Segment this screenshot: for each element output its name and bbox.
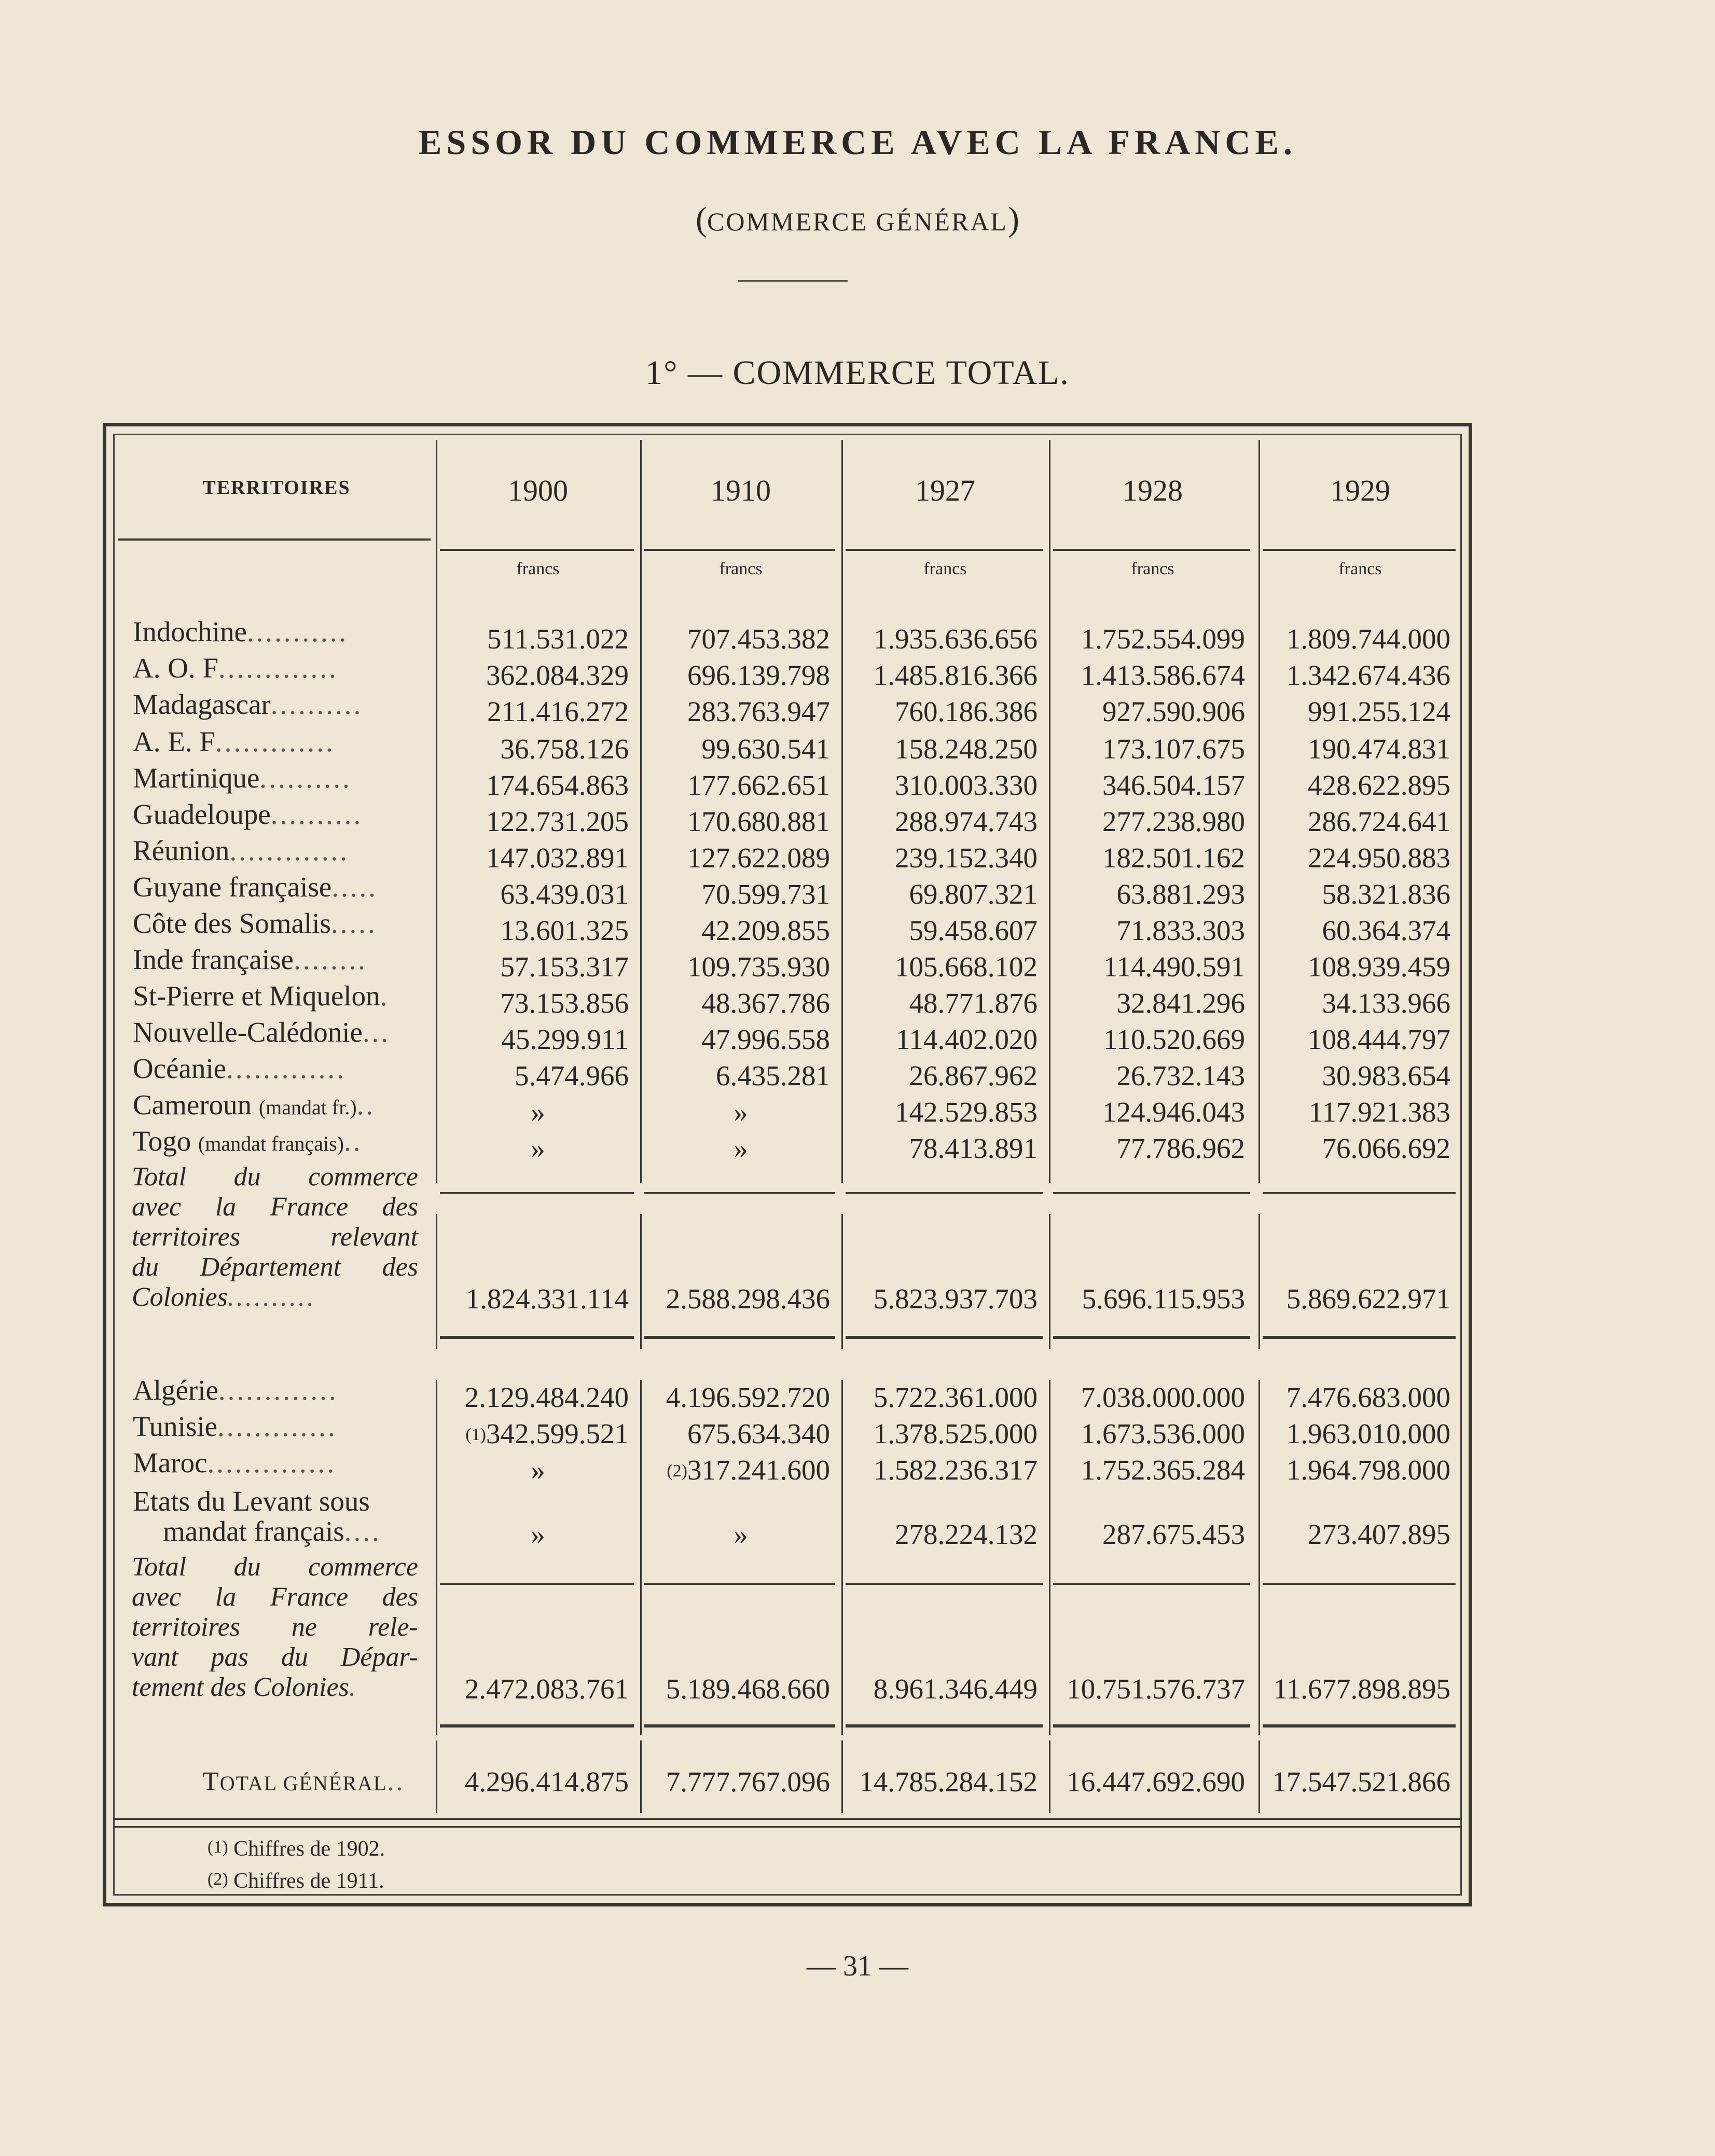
row-value: 991.255.124 [1308, 696, 1450, 727]
row-value: 158.248.250 [895, 733, 1038, 765]
column-separator [1049, 1214, 1050, 1349]
title-divider [738, 280, 848, 282]
total-bottom-rule [1263, 1336, 1456, 1339]
column-separator [436, 1214, 437, 1349]
footnote-marker: (2) [208, 1870, 228, 1889]
row-value: 13.601.325 [500, 915, 629, 946]
row-label [133, 763, 428, 794]
column-separator [841, 1214, 843, 1349]
year-header-1928: 1928 [1123, 474, 1183, 507]
total-bottom-rule [1263, 1724, 1456, 1727]
row-value: 45.299.911 [501, 1024, 629, 1055]
year-header-1927: 1927 [915, 474, 975, 507]
row-value: 73.153.856 [500, 987, 629, 1019]
row-value: 1.485.816.366 [873, 659, 1038, 691]
footer-rule [113, 1826, 1462, 1828]
total-label-line: Total du commerce [132, 1162, 418, 1192]
row-label [133, 1053, 428, 1084]
unit-label: francs [1338, 559, 1382, 578]
cell-value: 317.241.600 [687, 1454, 830, 1486]
total-label-line: territoires relevant [132, 1222, 418, 1252]
footer-rule [113, 1818, 1462, 1820]
row-value: 26.732.143 [1116, 1060, 1245, 1091]
total-label-text: Colonies [132, 1282, 228, 1312]
row-value: 511.531.022 [487, 623, 629, 655]
row-value: 1.342.674.436 [1286, 659, 1450, 691]
row-value: 117.921.383 [1309, 1096, 1450, 1128]
row-label-text: Togo [133, 1126, 191, 1157]
row-label [133, 980, 428, 1012]
row-value: 78.413.891 [909, 1132, 1038, 1164]
row-value: 173.107.675 [1102, 733, 1245, 765]
row-label [133, 616, 428, 647]
total-row-value: 2.472.083.761 [464, 1673, 629, 1705]
row-value: 71.833.303 [1116, 915, 1245, 946]
row-label [133, 1411, 428, 1442]
row-label-text: Algérie [133, 1375, 218, 1406]
row-value: 362.084.329 [486, 659, 629, 691]
row-value: 1.752.554.099 [1081, 623, 1245, 655]
row-value: » [531, 1518, 545, 1550]
row-value: 346.504.157 [1102, 769, 1245, 801]
row-value: 287.675.453 [1102, 1518, 1245, 1550]
page-title: ESSOR DU COMMERCE AVEC LA FRANCE. [418, 122, 1297, 162]
total-top-rule [1053, 1583, 1250, 1585]
leader-dots: .... [344, 1516, 381, 1547]
row-label [133, 726, 428, 757]
row-value [641, 1455, 830, 1486]
total-top-rule [440, 1583, 634, 1585]
row-label-text: Guyane française [133, 872, 332, 903]
row-value: 122.731.205 [486, 806, 629, 837]
total-bottom-rule [1053, 1724, 1250, 1727]
unit-label: francs [923, 559, 967, 578]
row-value: 6.435.281 [716, 1060, 830, 1091]
leader-dots: ........... [246, 616, 349, 647]
footnote-text: Chiffres de 1902. [233, 1837, 385, 1861]
row-label [133, 835, 428, 866]
row-value: 278.224.132 [895, 1518, 1038, 1550]
row-value: 239.152.340 [895, 842, 1038, 874]
column-separator [1258, 1214, 1260, 1349]
row-value: 63.881.293 [1116, 878, 1245, 910]
total-general-row-value: 4.296.414.875 [464, 1766, 629, 1798]
row-label-text: Nouvelle-Calédonie [133, 1017, 363, 1048]
row-value: 1.752.365.284 [1081, 1454, 1245, 1486]
total-row-value: 1.824.331.114 [465, 1283, 629, 1315]
row-label [133, 689, 428, 720]
total-label-line: vant pas du Dépar- [132, 1642, 418, 1672]
leader-dots: .. [356, 1089, 376, 1121]
total-row-value: 10.751.576.737 [1067, 1673, 1245, 1705]
total-bottom-rule [644, 1724, 835, 1727]
total-label-line: du Département des [132, 1252, 418, 1282]
row-label [133, 1486, 428, 1517]
row-value: 707.453.382 [687, 623, 830, 655]
total-row-value: 8.961.346.449 [873, 1673, 1038, 1705]
row-label-text: mandat français [163, 1516, 344, 1547]
row-value: 34.133.966 [1322, 987, 1450, 1019]
row-value: 58.321.836 [1322, 878, 1450, 910]
total-label-line: territoires ne rele- [132, 1612, 418, 1642]
row-value: 59.458.607 [909, 915, 1038, 946]
page-subtitle [0, 202, 1715, 237]
total-row-value: 5.696.115.953 [1082, 1283, 1245, 1315]
row-label-text: A. O. F [133, 653, 219, 684]
unit-label: francs [516, 559, 560, 578]
row-value: 30.983.654 [1322, 1060, 1450, 1091]
total-label-line: Total du commerce [132, 1552, 418, 1582]
header-rule [118, 538, 431, 541]
year-header-1910: 1910 [711, 474, 771, 507]
row-value: » [734, 1096, 748, 1128]
row-value: 142.529.853 [895, 1096, 1038, 1128]
row-value: 211.416.272 [487, 696, 629, 727]
total-general-row-value: 14.785.284.152 [859, 1766, 1038, 1798]
row-value: 177.662.651 [687, 769, 830, 801]
row-value: 60.364.374 [1322, 915, 1450, 946]
row-value: 182.501.162 [1102, 842, 1245, 874]
total-label-line: avec la France des [132, 1582, 418, 1612]
row-value: 1.935.636.656 [873, 623, 1038, 655]
row-label-text: Côte des Somalis [133, 908, 331, 939]
row-value: 69.807.321 [909, 878, 1038, 910]
row-value: 114.402.020 [896, 1024, 1038, 1055]
total-general-row-value: 7.777.767.096 [666, 1766, 830, 1798]
row-label [133, 1447, 428, 1478]
row-value: 70.599.731 [701, 878, 830, 910]
unit-label: francs [1131, 559, 1174, 578]
leader-dots: ............. [226, 1053, 346, 1084]
row-value: 277.238.980 [1102, 806, 1245, 837]
row-label [133, 1089, 428, 1123]
leader-dots: .. [387, 1767, 405, 1796]
row-value: 36.758.126 [500, 733, 629, 765]
row-value: 48.367.786 [701, 987, 830, 1019]
row-value: 2.129.484.240 [464, 1381, 629, 1413]
row-value: 1.809.744.000 [1286, 623, 1450, 655]
leader-dots: . [349, 1673, 358, 1702]
row-value: 63.439.031 [500, 878, 629, 910]
column-separator [640, 1214, 642, 1349]
row-label-text: St-Pierre et Miquelon [133, 980, 380, 1012]
row-value: 4.196.592.720 [666, 1381, 830, 1413]
header-territoires: TERRITOIRES [202, 477, 351, 499]
total-general-label [202, 1766, 405, 1797]
row-label-text: Océanie [133, 1053, 227, 1084]
total-row-value: 5.189.468.660 [666, 1673, 830, 1705]
row-label [133, 1126, 428, 1159]
row-value: 1.378.525.000 [873, 1418, 1038, 1449]
section-title: 1° — COMMERCE TOTAL. [645, 354, 1070, 392]
header-rule [846, 549, 1043, 551]
total-row-value: 5.823.937.703 [873, 1283, 1038, 1315]
header-rule [440, 549, 634, 551]
unit-label: francs [719, 559, 763, 578]
total-row-value: 11.677.898.895 [1273, 1673, 1450, 1705]
row-value: 42.209.855 [701, 915, 830, 946]
row-value: » [531, 1132, 545, 1164]
footnote-marker: (1) [465, 1425, 486, 1444]
row-label-note: (mandat fr.) [258, 1096, 357, 1119]
total-top-rule [846, 1192, 1043, 1194]
leader-dots: ........ [293, 944, 367, 975]
row-value: 927.590.906 [1102, 696, 1245, 727]
leader-dots: .......... [259, 763, 352, 794]
total-bottom-rule [644, 1336, 835, 1339]
leader-dots: .......... [270, 689, 363, 720]
row-value: 310.003.330 [895, 769, 1038, 801]
leader-dots: .. [343, 1126, 363, 1157]
total-label-line [132, 1673, 418, 1703]
cell-value: 342.599.521 [486, 1418, 629, 1449]
leader-dots: .............. [207, 1447, 337, 1478]
leader-dots: .......... [227, 1282, 316, 1312]
header-rule [1053, 549, 1250, 551]
row-label [163, 1516, 459, 1547]
row-label-text: Madagascar [133, 689, 271, 720]
row-value: 1.964.798.000 [1286, 1454, 1450, 1486]
total-top-rule [644, 1583, 835, 1585]
row-label-text: Guadeloupe [133, 799, 271, 830]
row-value: 26.867.962 [909, 1060, 1038, 1091]
row-label-text: Etats du Levant sous [133, 1486, 370, 1517]
total-top-rule [1053, 1192, 1250, 1194]
total-top-rule [846, 1583, 1043, 1585]
total-label-text: tement des Colonies [132, 1673, 349, 1702]
total-top-rule [1263, 1583, 1456, 1585]
leader-dots: ... [362, 1017, 391, 1048]
subtitle-text: COMMERCE GÉNÉRAL [707, 207, 1008, 236]
row-value: 1.413.586.674 [1081, 659, 1245, 691]
row-value: 283.763.947 [687, 696, 830, 727]
row-value: 127.622.089 [687, 842, 830, 874]
row-value: 696.139.798 [687, 659, 830, 691]
row-value: 108.444.797 [1308, 1024, 1450, 1055]
leader-dots: ............. [229, 835, 350, 866]
row-value: 32.841.296 [1116, 987, 1245, 1019]
row-label-text: Tunisie [133, 1411, 218, 1442]
row-label [133, 908, 428, 939]
row-value: 110.520.669 [1103, 1024, 1245, 1055]
row-value: 224.950.883 [1308, 842, 1450, 874]
row-label-text: Cameroun [133, 1089, 252, 1121]
row-value: 288.974.743 [895, 806, 1038, 837]
row-label-note: (mandat français) [198, 1132, 344, 1155]
row-label-text: Maroc [133, 1447, 208, 1478]
total-general-row-value: 17.547.521.866 [1272, 1766, 1450, 1798]
leader-dots: ............. [218, 653, 338, 684]
leader-dots: ..... [331, 872, 378, 903]
row-label-text: Inde française [133, 944, 294, 975]
row-label [133, 872, 428, 903]
row-value: 1.963.010.000 [1286, 1418, 1450, 1449]
row-label-text: Martinique [133, 763, 260, 794]
total-top-rule [1263, 1192, 1456, 1194]
row-label [133, 944, 428, 975]
leader-dots: .......... [270, 799, 363, 830]
row-value: 76.066.692 [1322, 1132, 1450, 1164]
row-value: 108.939.459 [1308, 951, 1450, 983]
row-value: 286.724.641 [1308, 806, 1450, 837]
year-header-1929: 1929 [1330, 474, 1390, 507]
row-value: 57.153.317 [500, 951, 629, 983]
row-value: 48.771.876 [909, 987, 1038, 1019]
total-bottom-rule [440, 1336, 634, 1339]
row-value: 109.735.930 [687, 951, 830, 983]
leader-dots: ............. [217, 1411, 337, 1442]
year-header-1900: 1900 [508, 474, 568, 507]
total-bottom-rule [846, 1336, 1043, 1339]
row-label-text: Indochine [133, 616, 247, 647]
row-value: 5.722.361.000 [873, 1381, 1038, 1413]
footnote [208, 1869, 384, 1894]
row-value: 124.946.043 [1102, 1096, 1245, 1128]
header-rule [644, 549, 835, 551]
row-value: » [734, 1518, 748, 1550]
row-value: 760.186.386 [895, 696, 1038, 727]
footnote [208, 1836, 385, 1861]
row-label [133, 1017, 428, 1048]
row-value: 190.474.831 [1308, 733, 1450, 765]
row-value: 5.474.966 [515, 1060, 629, 1091]
total-bottom-rule [846, 1724, 1043, 1727]
row-label [133, 799, 428, 830]
header-rule [1263, 549, 1456, 551]
row-value: 174.654.863 [486, 769, 629, 801]
subtitle-open: ( [696, 200, 708, 238]
total-row-value: 5.869.622.971 [1286, 1283, 1450, 1315]
total-general-rest: OTAL GÉNÉRAL [219, 1772, 388, 1795]
footnote-marker: (2) [667, 1461, 687, 1481]
row-label [133, 653, 428, 684]
row-value: 147.032.891 [486, 842, 629, 874]
row-value: 99.630.541 [701, 733, 830, 765]
footnote-marker: (1) [208, 1837, 228, 1857]
row-value: 675.634.340 [687, 1418, 830, 1449]
row-label [133, 1375, 428, 1406]
row-value: 1.582.236.317 [873, 1454, 1038, 1486]
total-top-rule [440, 1192, 634, 1194]
footnote-text: Chiffres de 1911. [233, 1869, 384, 1893]
total-top-rule [644, 1192, 835, 1194]
total-bottom-rule [1053, 1336, 1250, 1339]
row-value: 170.680.881 [687, 806, 830, 837]
row-label-text: A. E. F [133, 726, 215, 757]
total-label-line: avec la France des [132, 1192, 418, 1222]
row-label-text: Réunion [133, 835, 230, 866]
row-value: 1.673.536.000 [1081, 1418, 1245, 1449]
row-value: 77.786.962 [1116, 1132, 1245, 1164]
row-value [437, 1418, 629, 1449]
row-value: 114.490.591 [1103, 951, 1245, 983]
total-row-value: 2.588.298.436 [666, 1283, 830, 1315]
leader-dots: ..... [330, 908, 377, 939]
total-bottom-rule [440, 1724, 634, 1727]
row-value: » [531, 1096, 545, 1128]
subtitle-close: ) [1007, 200, 1019, 238]
page-number: — 31 — [807, 1950, 908, 1982]
row-value: 47.996.558 [701, 1024, 830, 1055]
row-value: 7.476.683.000 [1286, 1381, 1450, 1413]
total-general-row-value: 16.447.692.690 [1067, 1766, 1245, 1798]
leader-dots: . [380, 980, 390, 1012]
total-label-line [132, 1282, 418, 1312]
row-value: » [734, 1132, 748, 1164]
row-value: 7.038.000.000 [1081, 1381, 1245, 1413]
row-value: 428.622.895 [1308, 769, 1450, 801]
row-value: 105.668.102 [895, 951, 1038, 983]
total-general-initial: T [202, 1767, 220, 1796]
row-value: 273.407.895 [1308, 1518, 1450, 1550]
row-value: » [531, 1454, 545, 1486]
leader-dots: ............. [218, 1375, 338, 1406]
leader-dots: ............. [215, 726, 335, 757]
